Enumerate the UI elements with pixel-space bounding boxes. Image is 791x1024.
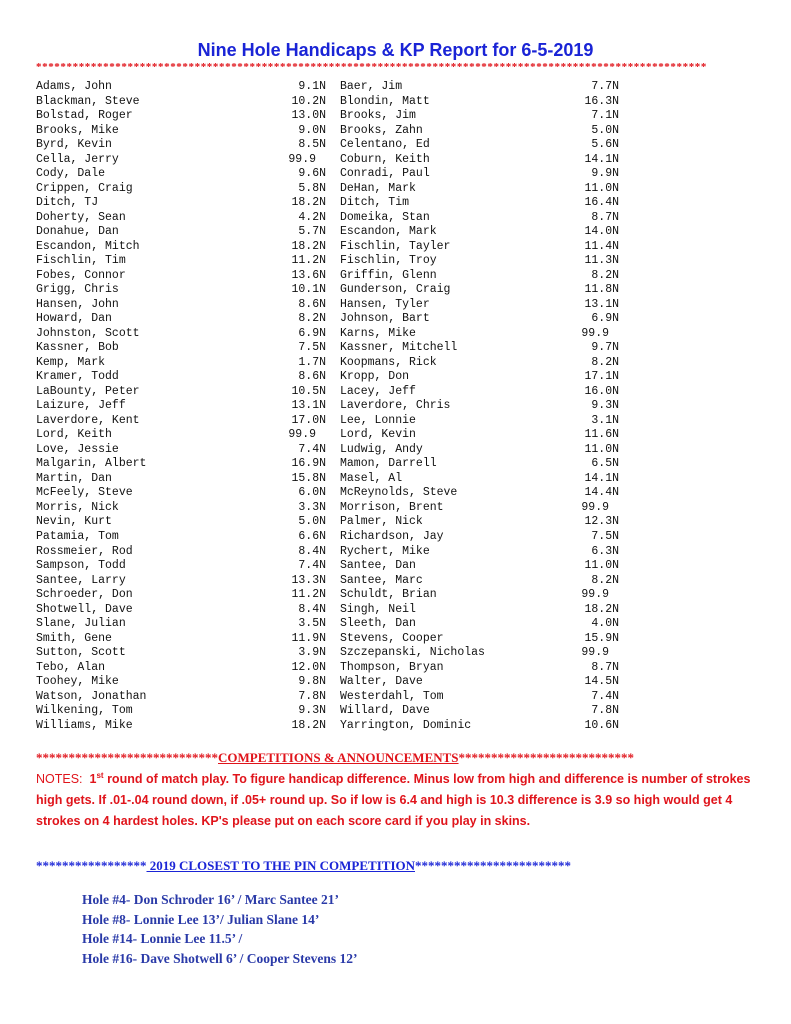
- right-player-handicap: 6.5N: [591, 457, 619, 471]
- left-player-handicap: 6.9N: [298, 326, 326, 340]
- roster-row: [36, 719, 756, 734]
- roster-row: [36, 501, 756, 516]
- right-player-name: Willard, Dave: [340, 704, 430, 718]
- left-player-handicap: 9.1N: [298, 80, 326, 93]
- roster-row: [36, 283, 756, 298]
- right-player-name: Blondin, Matt: [340, 94, 430, 108]
- right-player-handicap: 9.9N: [591, 167, 619, 181]
- right-player-handicap: 7.7N: [591, 80, 619, 93]
- left-player-name: Tebo, Alan: [36, 660, 106, 674]
- right-player-handicap: 99.9: [581, 500, 609, 514]
- right-player-handicap: 11.0N: [584, 442, 619, 456]
- right-player-handicap: 15.9N: [584, 631, 619, 645]
- left-player-name: Toohey, Mike: [36, 675, 119, 689]
- left-player-handicap: 4.2N: [298, 210, 326, 224]
- right-player-name: Yarrington, Dominic: [340, 718, 472, 732]
- right-player-name: Santee, Dan: [340, 559, 416, 573]
- kp-results: [82, 890, 357, 968]
- right-player-handicap: 9.7N: [591, 341, 619, 355]
- right-player-handicap: 4.0N: [591, 617, 619, 631]
- roster-row: [36, 269, 756, 284]
- left-player-name: Blackman, Steve: [36, 94, 140, 108]
- left-player-handicap: 11.9N: [291, 631, 326, 645]
- right-player-handicap: 18.2N: [584, 602, 619, 616]
- left-player-handicap: 5.0N: [298, 515, 326, 529]
- roster-row: [36, 95, 756, 110]
- roster-row: [36, 588, 756, 603]
- left-player-handicap: 10.5N: [291, 384, 326, 398]
- kp-hole-8: Hole #8- Lonnie Lee 13’/ Julian Slane 14’: [82, 911, 320, 927]
- roster-row: [36, 690, 756, 705]
- right-player-name: Mamon, Darrell: [340, 457, 437, 471]
- right-player-handicap: 8.7N: [591, 660, 619, 674]
- roster-row: [36, 704, 756, 719]
- right-player-name: Walter, Dave: [340, 675, 423, 689]
- right-player-handicap: 99.9: [581, 646, 609, 660]
- left-player-handicap: 8.4N: [298, 544, 326, 558]
- right-player-name: Brooks, Jim: [340, 109, 416, 123]
- right-player-name: Hansen, Tyler: [340, 297, 430, 311]
- round-number: 1: [89, 772, 97, 786]
- left-player-name: Sampson, Todd: [36, 559, 126, 573]
- right-player-handicap: 99.9: [581, 326, 609, 340]
- right-player-handicap: 11.6N: [584, 428, 619, 442]
- kp-hole-16: Hole #16- Dave Shotwell 6’ / Cooper Stevens 12’: [82, 950, 358, 966]
- right-player-handicap: 14.1N: [584, 471, 619, 485]
- roster-row: [36, 182, 756, 197]
- roster-row: [36, 530, 756, 545]
- left-player-handicap: 99.9: [288, 428, 316, 442]
- roster-row: [36, 370, 756, 385]
- right-player-name: Morrison, Brent: [340, 500, 444, 514]
- left-player-name: Kemp, Mark: [36, 355, 106, 369]
- right-player-name: Lee, Lonnie: [340, 413, 416, 427]
- right-player-handicap: 8.2N: [591, 268, 619, 282]
- right-player-handicap: 99.9: [581, 588, 609, 602]
- notes-paragraph: [36, 769, 751, 832]
- left-player-handicap: 7.4N: [298, 442, 326, 456]
- left-player-handicap: 3.5N: [298, 617, 326, 631]
- left-player-handicap: 9.6N: [298, 167, 326, 181]
- roster-row: [36, 211, 756, 226]
- roster-row: [36, 675, 756, 690]
- roster-row: [36, 138, 756, 153]
- left-player-name: Escandon, Mitch: [36, 239, 140, 253]
- left-player-handicap: 8.5N: [298, 138, 326, 152]
- handicap-roster: [36, 80, 756, 733]
- left-player-name: Smith, Gene: [36, 631, 112, 645]
- right-player-handicap: 7.4N: [591, 689, 619, 703]
- left-player-handicap: 10.1N: [291, 283, 326, 297]
- right-player-name: Johnson, Bart: [340, 312, 430, 326]
- roster-row: [36, 240, 756, 255]
- left-player-handicap: 18.2N: [291, 718, 326, 732]
- left-player-handicap: 5.8N: [298, 181, 326, 195]
- left-player-handicap: 18.2N: [291, 196, 326, 210]
- left-player-handicap: 13.1N: [291, 399, 326, 413]
- kp-stars-right: ************************: [415, 858, 571, 873]
- kp-hole-14: Hole #14- Lonnie Lee 11.5’ /: [82, 931, 243, 946]
- left-player-name: Laizure, Jeff: [36, 399, 126, 413]
- roster-row: [36, 399, 756, 414]
- right-player-handicap: 13.1N: [584, 297, 619, 311]
- left-player-name: Ditch, TJ: [36, 196, 99, 210]
- left-player-name: Patamia, Tom: [36, 529, 119, 543]
- roster-row: [36, 327, 756, 342]
- left-player-handicap: 15.8N: [291, 471, 326, 485]
- right-player-name: Laverdore, Chris: [340, 399, 451, 413]
- right-player-handicap: 7.8N: [591, 704, 619, 718]
- right-player-name: Westerdahl, Tom: [340, 689, 444, 703]
- left-player-name: Slane, Julian: [36, 617, 126, 631]
- right-player-name: McReynolds, Steve: [340, 486, 458, 500]
- right-player-name: Fischlin, Troy: [340, 254, 437, 268]
- right-player-name: Fischlin, Tayler: [340, 239, 451, 253]
- roster-row: [36, 196, 756, 211]
- roster-row: [36, 545, 756, 560]
- roster-row: [36, 428, 756, 443]
- kp-stars-left: *****************: [36, 858, 147, 873]
- left-player-name: Wilkening, Tom: [36, 704, 133, 718]
- right-player-handicap: 6.9N: [591, 312, 619, 326]
- roster-row: [36, 646, 756, 661]
- left-player-name: Rossmeier, Rod: [36, 544, 133, 558]
- roster-row: [36, 617, 756, 632]
- right-player-name: Lord, Kevin: [340, 428, 416, 442]
- report-title: Nine Hole Handicaps & KP Report for 6-5-2019: [197, 40, 594, 60]
- left-player-name: Kramer, Todd: [36, 370, 119, 384]
- left-player-name: Santee, Larry: [36, 573, 126, 587]
- right-player-name: Thompson, Bryan: [340, 660, 444, 674]
- left-player-name: LaBounty, Peter: [36, 384, 140, 398]
- roster-row: [36, 254, 756, 269]
- left-player-handicap: 3.3N: [298, 500, 326, 514]
- right-player-handicap: 16.3N: [584, 94, 619, 108]
- left-player-name: Crippen, Craig: [36, 181, 133, 195]
- right-player-handicap: 11.0N: [584, 559, 619, 573]
- left-player-name: Cody, Dale: [36, 167, 106, 181]
- right-player-name: Baer, Jim: [340, 80, 403, 93]
- left-player-name: McFeely, Steve: [36, 486, 133, 500]
- roster-row: [36, 559, 756, 574]
- right-player-name: Lacey, Jeff: [340, 384, 416, 398]
- roster-row: [36, 298, 756, 313]
- right-player-handicap: 6.3N: [591, 544, 619, 558]
- right-player-handicap: 9.3N: [591, 399, 619, 413]
- left-player-handicap: 13.6N: [291, 268, 326, 282]
- right-player-handicap: 16.4N: [584, 196, 619, 210]
- right-player-name: Domeika, Stan: [340, 210, 430, 224]
- left-player-name: Martin, Dan: [36, 471, 112, 485]
- right-player-handicap: 16.0N: [584, 384, 619, 398]
- left-player-handicap: 11.2N: [291, 588, 326, 602]
- competitions-stars-left: ****************************: [36, 750, 218, 765]
- left-player-name: Adams, John: [36, 80, 112, 93]
- right-player-name: Szczepanski, Nicholas: [340, 646, 485, 660]
- roster-row: [36, 632, 756, 647]
- right-player-name: Masel, Al: [340, 471, 403, 485]
- left-player-name: Brooks, Mike: [36, 123, 119, 137]
- roster-row: [36, 385, 756, 400]
- right-player-name: Ludwig, Andy: [340, 442, 423, 456]
- left-player-handicap: 18.2N: [291, 239, 326, 253]
- right-player-name: Schuldt, Brian: [340, 588, 437, 602]
- left-player-name: Donahue, Dan: [36, 225, 119, 239]
- kp-heading: [36, 858, 756, 874]
- left-player-handicap: 13.0N: [291, 109, 326, 123]
- left-player-name: Grigg, Chris: [36, 283, 119, 297]
- right-player-name: Kropp, Don: [340, 370, 410, 384]
- right-player-name: DeHan, Mark: [340, 181, 416, 195]
- right-player-name: Griffin, Glenn: [340, 268, 437, 282]
- left-player-handicap: 16.9N: [291, 457, 326, 471]
- left-player-name: Hansen, John: [36, 297, 119, 311]
- right-player-handicap: 14.5N: [584, 675, 619, 689]
- right-player-name: Singh, Neil: [340, 602, 416, 616]
- right-player-name: Escandon, Mark: [340, 225, 437, 239]
- left-player-name: Malgarin, Albert: [36, 457, 147, 471]
- right-player-handicap: 14.1N: [584, 152, 619, 166]
- right-player-name: Koopmans, Rick: [340, 355, 437, 369]
- roster-row: [36, 414, 756, 429]
- notes-label: NOTES:: [36, 772, 83, 786]
- left-player-name: Nevin, Kurt: [36, 515, 112, 529]
- right-player-name: Palmer, Nick: [340, 515, 423, 529]
- right-player-handicap: 12.3N: [584, 515, 619, 529]
- roster-row: [36, 356, 756, 371]
- left-player-name: Fobes, Connor: [36, 268, 126, 282]
- left-player-name: Bolstad, Roger: [36, 109, 133, 123]
- left-player-handicap: 8.6N: [298, 297, 326, 311]
- roster-row: [36, 124, 756, 139]
- roster-row: [36, 312, 756, 327]
- right-player-handicap: 11.4N: [584, 239, 619, 253]
- left-player-handicap: 9.3N: [298, 704, 326, 718]
- left-player-name: Love, Jessie: [36, 442, 119, 456]
- right-player-handicap: 11.0N: [584, 181, 619, 195]
- roster-row: [36, 225, 756, 240]
- right-player-handicap: 7.1N: [591, 109, 619, 123]
- left-player-name: Watson, Jonathan: [36, 689, 147, 703]
- roster-row: [36, 661, 756, 676]
- left-player-handicap: 7.5N: [298, 341, 326, 355]
- right-player-name: Rychert, Mike: [340, 544, 430, 558]
- left-player-handicap: 9.8N: [298, 675, 326, 689]
- left-player-handicap: 11.2N: [291, 254, 326, 268]
- left-player-handicap: 9.0N: [298, 123, 326, 137]
- round-suffix: st: [96, 770, 104, 780]
- kp-hole-4: Hole #4- Don Schroder 16’ / Marc Santee 21’: [82, 892, 339, 907]
- right-player-handicap: 10.6N: [584, 718, 619, 732]
- roster-row: [36, 341, 756, 356]
- left-player-name: Shotwell, Dave: [36, 602, 133, 616]
- right-player-handicap: 14.0N: [584, 225, 619, 239]
- right-player-name: Kassner, Mitchell: [340, 341, 458, 355]
- left-player-handicap: 6.0N: [298, 486, 326, 500]
- right-player-handicap: 5.6N: [591, 138, 619, 152]
- left-player-name: Fischlin, Tim: [36, 254, 126, 268]
- left-player-handicap: 12.0N: [291, 660, 326, 674]
- left-player-handicap: 8.2N: [298, 312, 326, 326]
- left-player-handicap: 99.9: [288, 152, 316, 166]
- right-player-handicap: 7.5N: [591, 529, 619, 543]
- left-player-handicap: 3.9N: [298, 646, 326, 660]
- left-player-name: Johnston, Scott: [36, 326, 140, 340]
- roster-row: [36, 486, 756, 501]
- left-player-name: Sutton, Scott: [36, 646, 126, 660]
- right-player-handicap: 8.7N: [591, 210, 619, 224]
- left-player-name: Morris, Nick: [36, 500, 119, 514]
- right-player-handicap: 11.8N: [584, 283, 619, 297]
- right-player-name: Sleeth, Dan: [340, 617, 416, 631]
- roster-row: [36, 153, 756, 168]
- roster-row: [36, 603, 756, 618]
- roster-row: [36, 443, 756, 458]
- left-player-handicap: 6.6N: [298, 529, 326, 543]
- right-player-name: Gunderson, Craig: [340, 283, 451, 297]
- competitions-stars-right: ***************************: [458, 750, 635, 765]
- right-player-handicap: 8.2N: [591, 573, 619, 587]
- right-player-name: Coburn, Keith: [340, 152, 430, 166]
- left-player-handicap: 1.7N: [298, 355, 326, 369]
- roster-row: [36, 472, 756, 487]
- right-player-handicap: 8.2N: [591, 355, 619, 369]
- right-player-name: Karns, Mike: [340, 326, 416, 340]
- top-separator: **************************************************************************************************************: [36, 61, 707, 73]
- roster-row: [36, 574, 756, 589]
- roster-row: [36, 109, 756, 124]
- roster-row: [36, 457, 756, 472]
- left-player-name: Schroeder, Don: [36, 588, 133, 602]
- right-player-name: Brooks, Zahn: [340, 123, 423, 137]
- right-player-name: Ditch, Tim: [340, 196, 410, 210]
- roster-row: [36, 80, 756, 95]
- right-player-name: Richardson, Jay: [340, 529, 444, 543]
- notes-text: round of match play. To figure handicap difference. Minus low from high and difference is number of strokes high gets. If .01-.04 round down, if .05+ round up. So if low is 6.4 and high is 10.3 difference is 3.9 so high would get 4 strokes on 4 hardest holes. KP's please put on each score card if you play in skins.: [36, 772, 751, 828]
- left-player-name: Williams, Mike: [36, 718, 133, 732]
- right-player-name: Stevens, Cooper: [340, 631, 444, 645]
- right-player-handicap: 11.3N: [584, 254, 619, 268]
- left-player-handicap: 5.7N: [298, 225, 326, 239]
- left-player-handicap: 7.4N: [298, 559, 326, 573]
- left-player-handicap: 7.8N: [298, 689, 326, 703]
- left-player-name: Howard, Dan: [36, 312, 112, 326]
- left-player-handicap: 10.2N: [291, 94, 326, 108]
- kp-title: 2019 CLOSEST TO THE PIN COMPETITION: [146, 858, 415, 873]
- left-player-name: Lord, Keith: [36, 428, 112, 442]
- competitions-title: COMPETITIONS & ANNOUNCEMENTS: [218, 750, 459, 765]
- left-player-handicap: 8.6N: [298, 370, 326, 384]
- left-player-name: Laverdore, Kent: [36, 413, 140, 427]
- right-player-name: Celentano, Ed: [340, 138, 430, 152]
- left-player-handicap: 17.0N: [291, 413, 326, 427]
- left-player-name: Doherty, Sean: [36, 210, 126, 224]
- right-player-handicap: 14.4N: [584, 486, 619, 500]
- competitions-heading: [36, 750, 756, 766]
- right-player-handicap: 5.0N: [591, 123, 619, 137]
- right-player-name: Santee, Marc: [340, 573, 423, 587]
- roster-row: [36, 167, 756, 182]
- left-player-handicap: 8.4N: [298, 602, 326, 616]
- roster-row: [36, 515, 756, 530]
- right-player-handicap: 17.1N: [584, 370, 619, 384]
- right-player-handicap: 3.1N: [591, 413, 619, 427]
- right-player-name: Conradi, Paul: [340, 167, 430, 181]
- left-player-name: Kassner, Bob: [36, 341, 119, 355]
- left-player-name: Cella, Jerry: [36, 152, 119, 166]
- left-player-handicap: 13.3N: [291, 573, 326, 587]
- left-player-name: Byrd, Kevin: [36, 138, 112, 152]
